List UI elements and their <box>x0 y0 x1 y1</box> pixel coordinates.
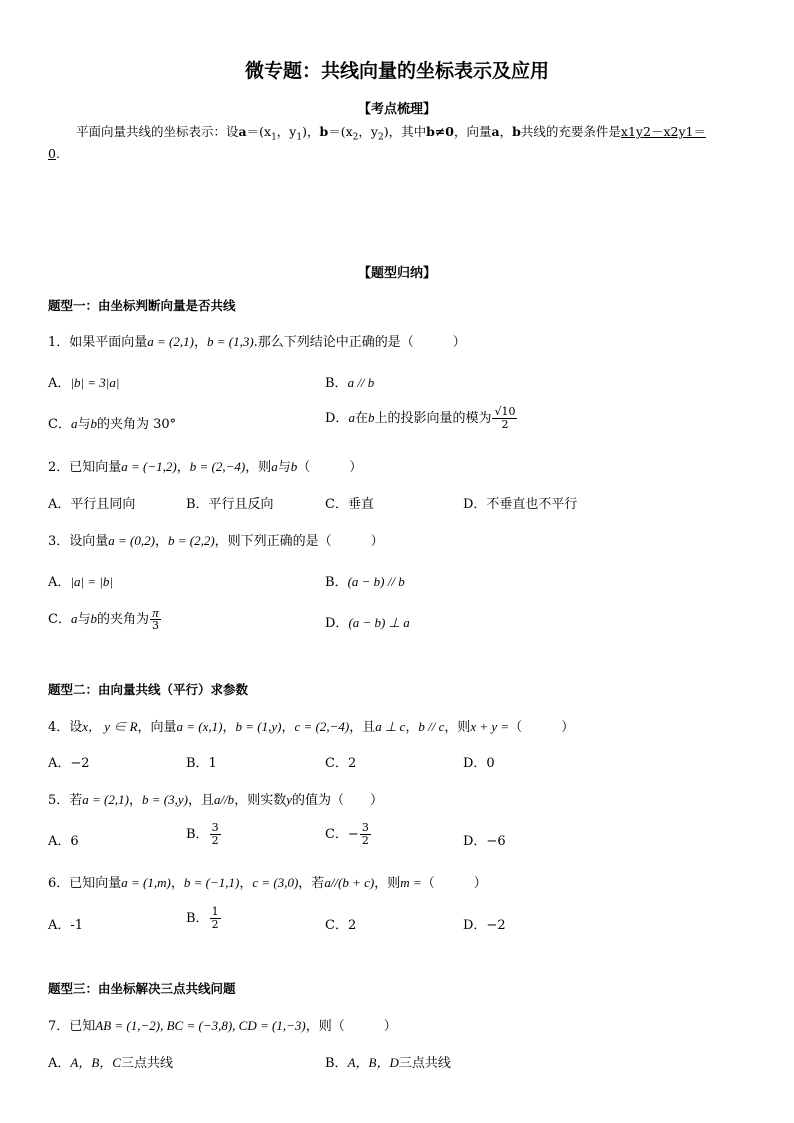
summary-text: 平面向量共线的坐标表示：设 <box>76 124 239 139</box>
question-3-option-d[interactable] <box>325 612 410 631</box>
vector-b: b <box>319 124 329 139</box>
question-2-option-d[interactable]: D．不垂直也不平行 <box>463 497 578 512</box>
option-math: |b| = 3|a| <box>70 375 120 390</box>
question-tail: 的值为（ ） <box>291 793 383 808</box>
question-4-option-d[interactable]: D．0 <box>463 756 495 771</box>
summary-text: ，向量 <box>454 124 492 139</box>
subscript: 2 <box>352 132 359 143</box>
question-stem: 6．已知向量 <box>48 876 122 891</box>
math-vector-a: a = (1,m) <box>121 875 171 890</box>
question-1-option-b[interactable] <box>325 372 374 391</box>
separator: ， <box>239 876 253 891</box>
option-text: 上的投影向量的模为 <box>374 411 492 426</box>
question-3 <box>48 530 384 549</box>
math-vector-a: a = (2,1) <box>82 792 129 807</box>
question-2-option-b[interactable]: B．平行且反向 <box>186 497 274 512</box>
question-6-option-c[interactable]: C．2 <box>325 918 357 933</box>
question-7-option-a[interactable] <box>48 1052 173 1071</box>
subscript: 1 <box>271 132 277 143</box>
section-heading-key-points: 【考点梳理】 <box>357 102 436 117</box>
option-letter: A． <box>48 1056 71 1071</box>
math-vector-b: b = (1,3) <box>206 334 254 349</box>
question-4-option-c[interactable]: C．2 <box>325 756 357 771</box>
fraction-denominator: 2 <box>211 834 219 847</box>
question-tail: ，则（ ） <box>305 1019 397 1034</box>
question-tail: ，则下列正确的是（ ） <box>214 534 384 549</box>
option-letter: B． <box>186 911 209 926</box>
summary-text: ，y <box>276 124 297 139</box>
question-2-option-a[interactable]: A．平行且同向 <box>48 497 136 512</box>
summary-line-1 <box>76 121 706 149</box>
question-type-3-heading: 题型三：由坐标解决三点共线问题 <box>48 981 236 996</box>
question-stem: 2．已知向量 <box>48 460 122 475</box>
option-math: |a| = |b| <box>70 574 113 589</box>
question-5-option-a[interactable]: A．6 <box>48 834 79 849</box>
fraction-denominator: 2 <box>501 418 509 431</box>
question-stem: 4．设 <box>48 720 83 735</box>
question-stem: 5．若 <box>48 793 83 808</box>
math-vector-a: a = (−1,2) <box>121 459 177 474</box>
question-text: ，且 <box>349 720 376 735</box>
vector-a: a <box>238 124 247 139</box>
option-math: b <box>90 416 97 431</box>
question-4 <box>48 716 574 735</box>
question-3-option-c[interactable] <box>48 607 162 632</box>
separator: ， <box>154 534 168 549</box>
question-4-option-a[interactable]: A．−2 <box>48 756 90 771</box>
fraction-numerator: π <box>150 607 161 620</box>
question-text: ，则 <box>374 876 401 891</box>
summary-text: )， <box>302 124 320 139</box>
math-vector-b: b = (2,2) <box>167 533 215 548</box>
math-expression: a//(b + c) <box>324 875 375 890</box>
question-stem: 7．已知 <box>48 1019 96 1034</box>
option-letter: B． <box>325 1056 348 1071</box>
question-text: ，则实数 <box>234 793 287 808</box>
separator: ， <box>128 793 142 808</box>
separator: ， <box>222 720 236 735</box>
collinear-condition: x1y2－x2y1＝ <box>620 124 706 139</box>
question-5-option-c[interactable] <box>325 822 372 847</box>
math-vector-b: b = (3,y) <box>141 792 188 807</box>
question-text: ，且 <box>187 793 214 808</box>
question-3-option-b[interactable] <box>325 571 405 590</box>
option-math: a <box>70 611 78 626</box>
question-6-option-d[interactable]: D．−2 <box>463 918 506 933</box>
fraction-numerator: 1 <box>211 905 219 918</box>
fraction-denominator: 2 <box>361 834 369 847</box>
option-text: 的夹角为 <box>96 612 149 627</box>
fraction-denominator: 3 <box>151 619 159 632</box>
question-7-option-b[interactable] <box>325 1052 451 1071</box>
question-5-option-d[interactable]: D．−6 <box>463 834 506 849</box>
question-stem: 3．设向量 <box>48 534 109 549</box>
math-expression: AB = (1,−2), BC = (−3,8), CD = (1,−3) <box>95 1018 306 1033</box>
question-2 <box>48 456 362 475</box>
summary-text: )，其中 <box>383 124 427 139</box>
option-math: a // b <box>347 375 375 390</box>
question-5 <box>48 789 383 808</box>
question-4-option-b[interactable]: B．1 <box>186 756 217 771</box>
subscript: 2 <box>377 132 384 143</box>
question-3-option-a[interactable] <box>48 571 113 590</box>
fraction <box>150 607 161 632</box>
question-2-option-c[interactable]: C．垂直 <box>325 497 374 512</box>
fraction-numerator: √10 <box>494 405 516 418</box>
fraction <box>492 406 517 431</box>
option-letter: A． <box>48 575 71 590</box>
separator: ， <box>193 335 207 350</box>
option-math: (a − b) // b <box>347 574 405 589</box>
question-1 <box>48 331 466 350</box>
question-text: ，向量 <box>137 720 177 735</box>
math-vector-a: a = (2,1) <box>147 334 194 349</box>
option-letter: C． <box>48 417 71 432</box>
math-vector-c: c = (2,−4) <box>294 719 350 734</box>
question-5-option-b[interactable] <box>186 822 222 847</box>
option-letter: B． <box>186 827 209 842</box>
math-vector-a: a = (0,2) <box>108 533 155 548</box>
summary-text: 共线的充要条件是 <box>520 124 621 139</box>
question-6-option-b[interactable] <box>186 906 222 931</box>
fraction <box>210 906 221 931</box>
separator: ， <box>170 876 184 891</box>
separator: ， <box>405 720 419 735</box>
collinear-condition-end: 0 <box>48 146 56 161</box>
vector-a: a <box>491 124 500 139</box>
question-6 <box>48 872 487 891</box>
summary-line-2 <box>48 143 60 165</box>
question-text: 与 <box>277 460 291 475</box>
math-expression: a ⊥ c <box>375 719 406 734</box>
option-text: 在 <box>354 411 368 426</box>
question-text: ，则 <box>245 460 272 475</box>
option-text: 三点共线 <box>120 1056 173 1071</box>
question-type-2-heading: 题型二：由向量共线（平行）求参数 <box>48 682 249 697</box>
option-letter: B． <box>325 376 348 391</box>
option-math: b <box>367 410 375 425</box>
page-title: 微专题：共线向量的坐标表示及应用 <box>244 60 549 82</box>
math-expression: m = <box>400 875 422 890</box>
math-vector-b: b = (1,y) <box>235 719 282 734</box>
math-expression: x， y ∈ R <box>82 719 138 734</box>
vector-b: b <box>512 124 521 139</box>
math-variable: y <box>286 792 292 807</box>
question-tail: （ ） <box>509 720 575 735</box>
option-math: (a − b) ⊥ a <box>348 615 410 630</box>
option-math: A，B，D <box>347 1055 399 1070</box>
fraction <box>210 822 221 847</box>
option-letter: C．− <box>325 827 359 842</box>
option-text: 与 <box>77 612 91 627</box>
question-stem: 1．如果平面向量 <box>48 335 148 350</box>
option-text: 与 <box>77 417 91 432</box>
question-1-option-a[interactable] <box>48 372 119 391</box>
question-6-option-a[interactable]: A．-1 <box>48 918 84 933</box>
question-1-option-c[interactable] <box>48 413 176 432</box>
option-letter: D． <box>325 411 349 426</box>
option-math: b <box>90 611 97 626</box>
option-letter: A． <box>48 376 71 391</box>
math-vector-a: a <box>271 459 278 474</box>
math-vector-a: a = (x,1) <box>176 719 223 734</box>
question-type-1-heading: 题型一：由坐标判断向量是否共线 <box>48 298 236 313</box>
summary-text: ＝(x <box>328 124 353 139</box>
math-vector-b: b = (−1,1) <box>183 875 240 890</box>
question-text: ，若 <box>298 876 325 891</box>
summary-text: ， <box>499 124 513 139</box>
option-text: 的夹角为 30° <box>96 417 177 432</box>
math-expression: x + y = <box>470 719 510 734</box>
condition-b-nonzero: b≠0 <box>426 124 455 139</box>
option-math: a <box>70 416 78 431</box>
option-math: A，B，C <box>70 1055 121 1070</box>
question-tail: （ ） <box>421 876 487 891</box>
math-vector-c: c = (3,0) <box>252 875 299 890</box>
summary-text: ＝(x <box>246 124 272 139</box>
math-vector-b: b = (2,−4) <box>189 459 246 474</box>
math-vector-b: b <box>290 459 298 474</box>
summary-text: . <box>55 146 60 161</box>
subscript: 1 <box>296 132 303 143</box>
question-7 <box>48 1015 397 1034</box>
separator: ， <box>281 720 295 735</box>
separator: ， <box>176 460 190 475</box>
option-letter: D． <box>325 616 349 631</box>
fraction-numerator: 3 <box>361 821 369 834</box>
fraction <box>360 822 371 847</box>
summary-text: ，y <box>358 124 378 139</box>
fraction-numerator: 3 <box>211 821 219 834</box>
question-tail: .那么下列结论中正确的是（ ） <box>253 335 466 350</box>
option-text: 三点共线 <box>398 1056 451 1071</box>
fraction-denominator: 2 <box>211 918 219 931</box>
math-expression: b // c <box>418 719 445 734</box>
section-heading-question-types: 【题型归纳】 <box>357 266 436 281</box>
math-expression: a//b <box>213 792 235 807</box>
option-letter: B． <box>325 575 348 590</box>
option-math: a <box>348 410 355 425</box>
question-text: ，则 <box>444 720 471 735</box>
question-1-option-d[interactable] <box>325 406 518 431</box>
question-tail: （ ） <box>297 460 363 475</box>
option-letter: C． <box>48 612 71 627</box>
